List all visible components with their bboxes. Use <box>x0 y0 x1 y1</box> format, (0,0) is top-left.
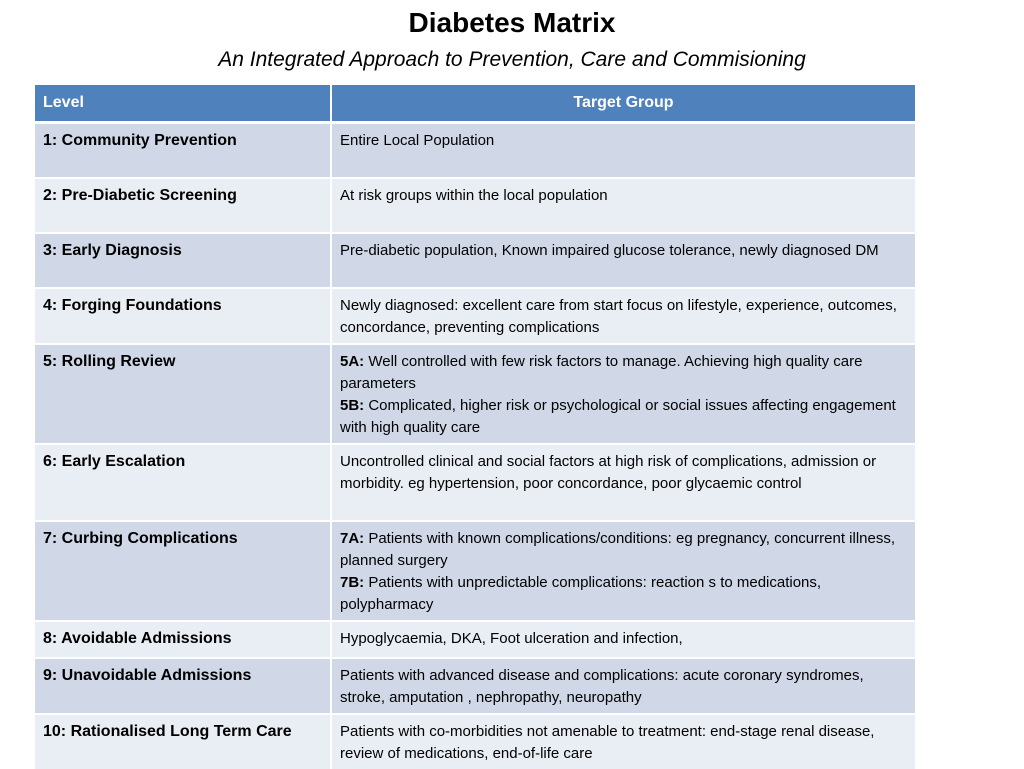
table-row <box>35 621 915 658</box>
sub-level-label: 5A: <box>340 352 365 370</box>
table-row <box>35 444 915 521</box>
target-cell: Hypoglycaemia, DKA, Foot ulceration and infection, <box>331 621 915 658</box>
level-cell: 2: Pre-Diabetic Screening <box>35 178 331 233</box>
level-cell: 5: Rolling Review <box>35 344 331 444</box>
target-cell <box>331 344 915 444</box>
sub-level-label: 7A: <box>340 529 365 547</box>
table-row <box>35 658 915 714</box>
table-row <box>35 714 915 769</box>
level-cell: 9: Unavoidable Admissions <box>35 658 331 714</box>
sub-level-text: Patients with unpredictable complications: reaction s to medications, polypharmacy <box>340 573 822 613</box>
column-header-target-group: Target Group <box>331 85 915 123</box>
level-cell: 1: Community Prevention <box>35 123 331 178</box>
page-subtitle: An Integrated Approach to Prevention, Care and Commisioning <box>218 48 806 71</box>
sub-level-text: Patients with known complications/conditions: eg pregnancy, concurrent illness, planned surgery <box>340 529 896 569</box>
target-cell: Patients with advanced disease and complications: acute coronary syndromes, stroke, amputation , nephropathy, neuropathy <box>331 658 915 714</box>
diabetes-matrix-table <box>35 85 915 769</box>
level-cell: 6: Early Escalation <box>35 444 331 521</box>
level-cell: 7: Curbing Complications <box>35 521 331 621</box>
table-row <box>35 521 915 621</box>
sub-level-label: 7B: <box>340 573 365 591</box>
target-cell: At risk groups within the local population <box>331 178 915 233</box>
table-row <box>35 123 915 178</box>
level-cell: 3: Early Diagnosis <box>35 233 331 288</box>
level-cell: 10: Rationalised Long Term Care <box>35 714 331 769</box>
target-cell: Pre-diabetic population, Known impaired glucose tolerance, newly diagnosed DM <box>331 233 915 288</box>
sub-level-label: 5B: <box>340 396 365 414</box>
target-cell <box>331 521 915 621</box>
target-cell: Newly diagnosed: excellent care from start focus on lifestyle, experience, outcomes, concordance, preventing complications <box>331 288 915 344</box>
level-cell: 4: Forging Foundations <box>35 288 331 344</box>
page-title: Diabetes Matrix <box>408 7 616 38</box>
table-row <box>35 344 915 444</box>
table-row <box>35 288 915 344</box>
target-cell: Uncontrolled clinical and social factors at high risk of complications, admission or morbidity. eg hypertension, poor concordance, poor glycaemic control <box>331 444 915 521</box>
target-cell: Entire Local Population <box>331 123 915 178</box>
table-row <box>35 233 915 288</box>
target-cell: Patients with co-morbidities not amenable to treatment: end-stage renal disease, review of medications, end-of-life care <box>331 714 915 769</box>
column-header-level: Level <box>35 85 331 123</box>
level-cell: 8: Avoidable Admissions <box>35 621 331 658</box>
sub-level-text: Complicated, higher risk or psychological or social issues affecting engagement with high quality care <box>340 396 896 436</box>
table-header-row <box>35 85 915 123</box>
table-row <box>35 178 915 233</box>
sub-level-text: Well controlled with few risk factors to manage. Achieving high quality care parameters <box>340 352 863 392</box>
